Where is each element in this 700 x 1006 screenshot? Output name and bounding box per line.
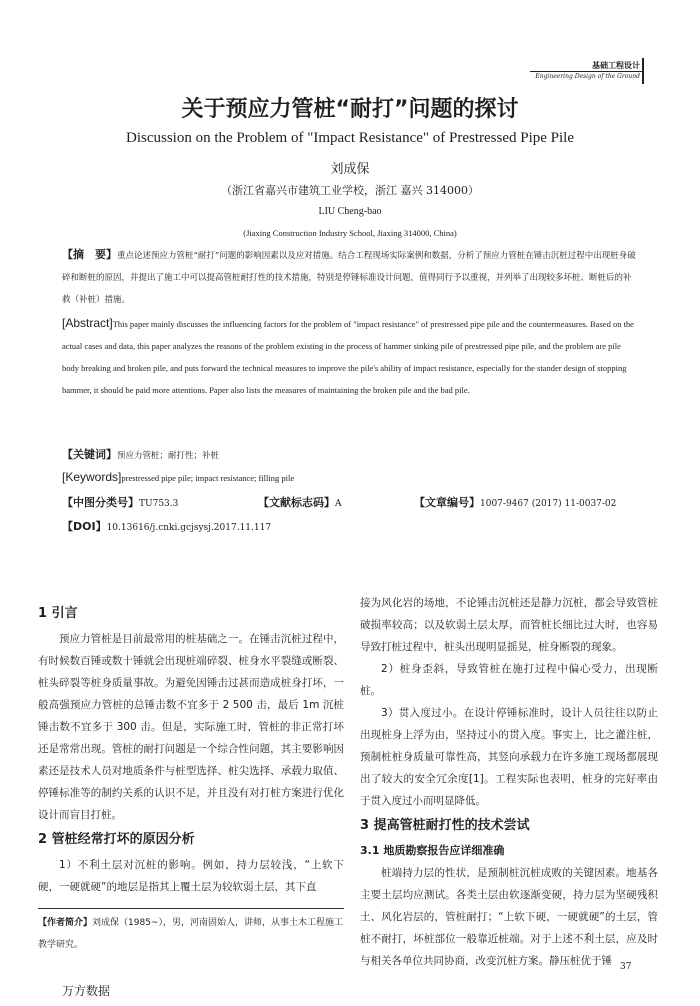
author-footnote	[38, 912, 344, 956]
abstract-cn-label: 【摘 要】	[62, 248, 117, 261]
keywords-en-label: [Keywords]	[62, 470, 122, 484]
section-3-1-paragraph: 桩端持力层的性状，是预制桩沉桩成败的关键因素。地基各主要土层均应测试。各类土层由软逐渐变硬，持力层为坚硬残积土、风化岩层的，管桩耐打；“上软下硬，一硬就硬”的土层，管桩不耐打，坏桩部位一般靠近桩端。对于上述不利土层，应及时与相关各单位共同协商，改变沉桩方案。静压桩优于锤	[360, 867, 658, 967]
title-chinese: 关于预应力管桩“耐打”问题的探讨	[181, 97, 519, 122]
section-1-heading: 1 引言	[38, 606, 78, 621]
abstract-english	[62, 312, 638, 401]
clc-number: 【中图分类号】TU753.3	[62, 496, 179, 509]
keywords-cn-label: 【关键词】	[62, 448, 117, 461]
affiliation-english: (Jiaxing Construction Industry School, Jiaxing 314000, China)	[243, 228, 457, 238]
abstract-en-text: This paper mainly discusses the influencing factors for the problem of "impact resistance" of prestressed pipe pile and the countermeasures. Based on the actual cases and data, this paper analyzes the reasons of the problem existing in the process of hammer sinking pile of prestressed pipe pile, and the problem are pile body breaking and broken pile, and puts forward the technical measures to improve the pile's ability of impact resistance, especially for the stander design of stopping hammer, it should be paid more attentions. Paper also lists the measures of maintaining the broken pile and the bad pile.	[62, 319, 634, 395]
footnote-label: 【作者简介】	[38, 918, 93, 928]
abstract-cn-text: 重点论述预应力管桩“耐打”问题的影响因素以及应对措施。结合工程现场实际案例和数据，分析了预应力管桩在锤击沉桩过程中出现桩身破碎和断桩的原因，并提出了施工中可以提高管桩耐打性的技术措施，特别是停锤标准设计问题，值得同行予以重视，并列举了出现较多坏桩、断桩后的补救（补桩）措施。	[62, 251, 636, 305]
keywords-en-text: prestressed pipe pile; impact resistance; filling pile	[121, 473, 295, 483]
database-watermark: 万方数据	[62, 984, 111, 998]
author-chinese: 刘成保	[330, 162, 370, 177]
doi: 【DOI】10.13616/j.cnki.gcjsysj.2017.11.117	[62, 520, 272, 533]
keywords-english	[62, 470, 638, 484]
footnote-rule	[38, 908, 344, 909]
keywords-chinese	[62, 446, 638, 462]
article-number: 【文章编号】1007-9467 (2017) 11-0037-02	[414, 496, 617, 509]
abstract-chinese	[62, 244, 638, 311]
section-2-heading: 2 管桩经常打坏的原因分析	[38, 832, 195, 847]
title-english: Discussion on the Problem of "Impact Resistance" of Prestressed Pipe Pile	[125, 130, 574, 146]
right-paragraph-3: 3）贯入度过小。在设计停锤标准时，设计人员往往以防止出现桩身上浮为由，坚持过小的贯入度。事实上，比之灌注桩，预制桩桩身质量可靠性高，其竖向承载力在许多施工现场都展现出了较大的安全冗余度[1]。工程实际也表明，桩身的完好率由于贯入度过小而明显降低。	[360, 707, 658, 807]
document-code: 【文献标志码】A	[258, 496, 342, 509]
right-paragraph-2: 2）桩身歪斜，导致管桩在施打过程中偏心受力，出现断桩。	[360, 663, 658, 697]
section-2-paragraph: 1）不利土层对沉桩的影响。例如，持力层较浅，“上软下硬，一硬就硬”的地层是指其上覆土层为较软弱土层，其下直	[38, 859, 344, 893]
section-3-1-heading: 3.1 地质勘察报告应详细准确	[360, 844, 505, 857]
author-english: LIU Cheng-bao	[318, 206, 382, 217]
keywords-cn-text: 预应力管桩；耐打性；补桩	[117, 451, 220, 461]
right-column	[360, 592, 658, 972]
journal-column-subtitle: Engineering Design of the Ground	[535, 73, 640, 80]
right-paragraph-continued: 接为风化岩的场地，不论锤击沉桩还是静力沉桩，都会导致管桩破损率较高；以及软弱土层太厚，而管桩长细比过大时，也容易导致打桩过程中，桩头出现明显摇晃，桩身断裂的现象。	[360, 597, 658, 653]
footnote-text: 刘成保（1985~），男，河南固始人，讲师，从事土木工程施工教学研究。	[38, 918, 343, 950]
header-rule	[530, 71, 642, 72]
classification-row	[62, 494, 642, 510]
header-bar	[642, 58, 644, 84]
journal-column-title: 基础工程设计	[592, 60, 640, 70]
abstract-en-label: [Abstract]	[62, 316, 113, 330]
page-number: 37	[620, 962, 632, 972]
left-column	[38, 600, 344, 898]
section-1-paragraph: 预应力管桩是目前最常用的桩基础之一。在锤击沉桩过程中，有时候数百锤或数十锤就会出现桩端碎裂、桩身水平裂缝或断裂、桩头碎裂等桩身质量事故。为避免因锤击过甚而造成桩身打坏，一般高强预应力管桩的总锤击数不宜多于 2 500 击，最后 1m 沉桩锤击数不宜多于 300 击。但是，实际施工时，管桩的非正常打坏还是常常出现。管桩的耐打问题是一个综合性问题，其主要影响因素还是技术人员对地质条件与桩型选择、桩尖选择、承载力取值、停锤标准等的制约关系的认识不足，并且没有对打桩方案进行优化设计而盲目打桩。	[38, 633, 344, 821]
section-3-heading: 3 提高管桩耐打性的技术尝试	[360, 818, 530, 833]
affiliation-chinese: （浙江省嘉兴市建筑工业学校，浙江 嘉兴 314000）	[221, 184, 479, 197]
